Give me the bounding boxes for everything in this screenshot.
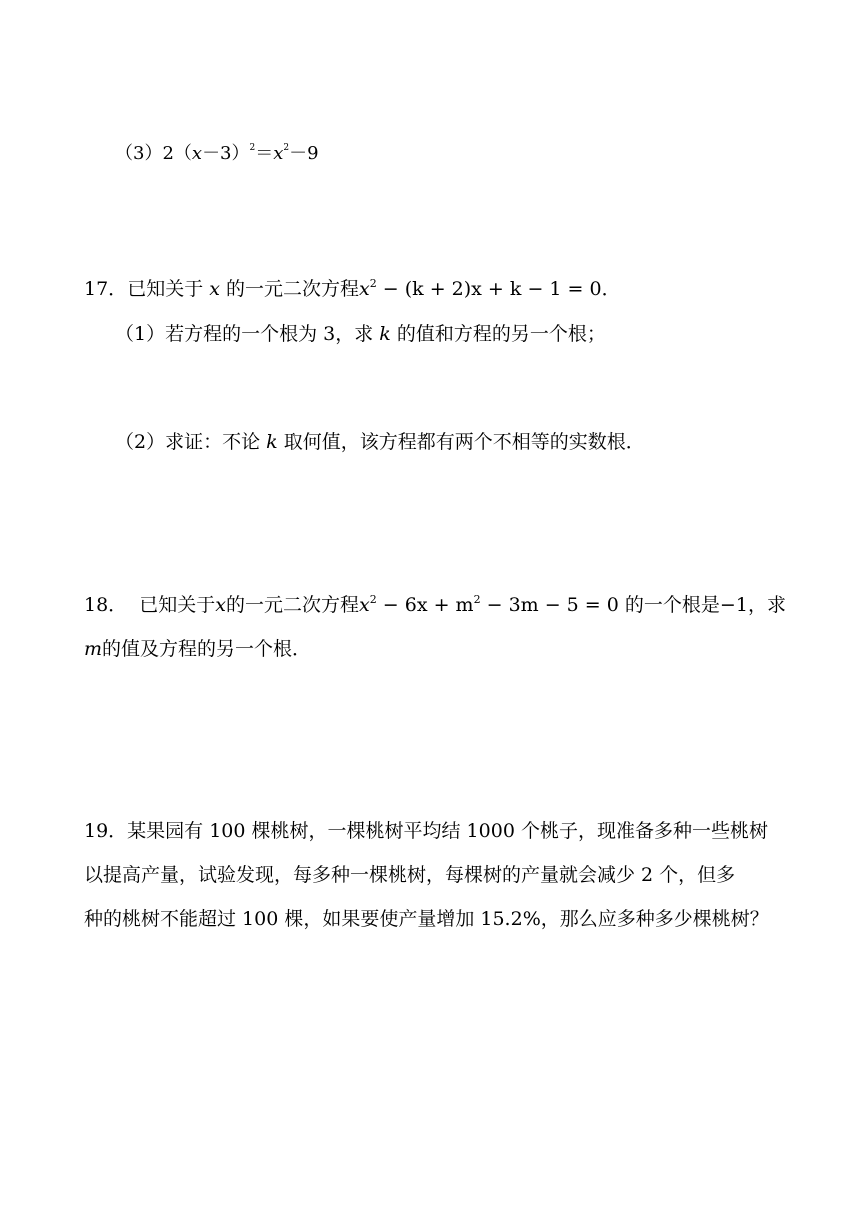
q18-eq-a: x (359, 594, 370, 616)
q19-line3 (84, 905, 769, 933)
q17-part2 (115, 428, 645, 456)
q17-part1-post: 的值和方程的另一个根； (396, 323, 606, 345)
q17-part1-var: k (379, 323, 391, 345)
q17-part2-post: 取何值，该方程都有两个不相等的实数根． (283, 431, 645, 453)
q18-text-post: 的一个根是 (624, 594, 720, 616)
q19-line1 (84, 817, 768, 845)
q17-eq-lhs: x (359, 278, 370, 300)
q17-number: 17． (84, 278, 128, 300)
q18-var: x (215, 594, 227, 616)
q16-part3 (115, 140, 319, 168)
q16-var-x2: x (273, 143, 284, 164)
q17-stem (84, 275, 621, 303)
q17-eq-rest: − (k + 2)x + k − 1 = 0 (376, 278, 602, 300)
q16-part3-label: （3）2（ (115, 143, 192, 164)
q18-line2-var: m (84, 638, 103, 660)
q17-eq-exp: 2 (369, 277, 377, 290)
q18-text-pre: 已知关于 (139, 594, 216, 616)
q17-end: ． (601, 278, 621, 300)
q19-line1-text: 19．某果园有 100 棵桃树，一棵桃树平均结 1000 个桃子，现准备多种一些桃树 (84, 820, 768, 842)
q17-part1-pre: （1）若方程的一个根为 3，求 (115, 323, 374, 345)
q17-var: x (209, 278, 220, 300)
q18-stem-line2 (84, 635, 311, 663)
q18-eq-b: − 6x + m (376, 594, 474, 616)
q18-text-mid: 的一元二次方程 (226, 594, 360, 616)
q18-text-end: ，求 (747, 594, 786, 616)
q19-line2-text: 以提高产量，试验发现，每多种一棵桃树，每棵树的产量就会减少 2 个，但多 (84, 864, 736, 886)
q18-eq-exp2: 2 (473, 593, 481, 606)
q18-line2-text: 的值及方程的另一个根． (102, 638, 312, 660)
q16-exp1: 2 (249, 143, 256, 153)
q18-number: 18． (84, 594, 128, 616)
q18-eq-exp1: 2 (369, 593, 377, 606)
q16-tail: －9 (289, 143, 319, 164)
q16-var-x: x (191, 143, 203, 164)
q18-root: −1 (719, 594, 748, 616)
q16-eq: ＝ (255, 143, 274, 164)
q17-text-mid: 的一元二次方程 (226, 278, 360, 300)
q18-stem-line1 (84, 591, 786, 619)
q18-eq-c: − 3m − 5 = 0 (480, 594, 619, 616)
q17-part2-pre: （2）求证：不论 (115, 431, 261, 453)
q19-line2 (84, 861, 735, 889)
q19-line3-text: 种的桃树不能超过 100 棵，如果要使产量增加 15.2%，那么应多种多少棵桃树？ (84, 908, 769, 930)
q16-part3-mid: －3） (202, 143, 250, 164)
q16-exp2: 2 (283, 143, 290, 153)
q17-part1 (115, 320, 606, 348)
q17-text-pre: 已知关于 (127, 278, 204, 300)
q17-part2-var: k (266, 431, 278, 453)
